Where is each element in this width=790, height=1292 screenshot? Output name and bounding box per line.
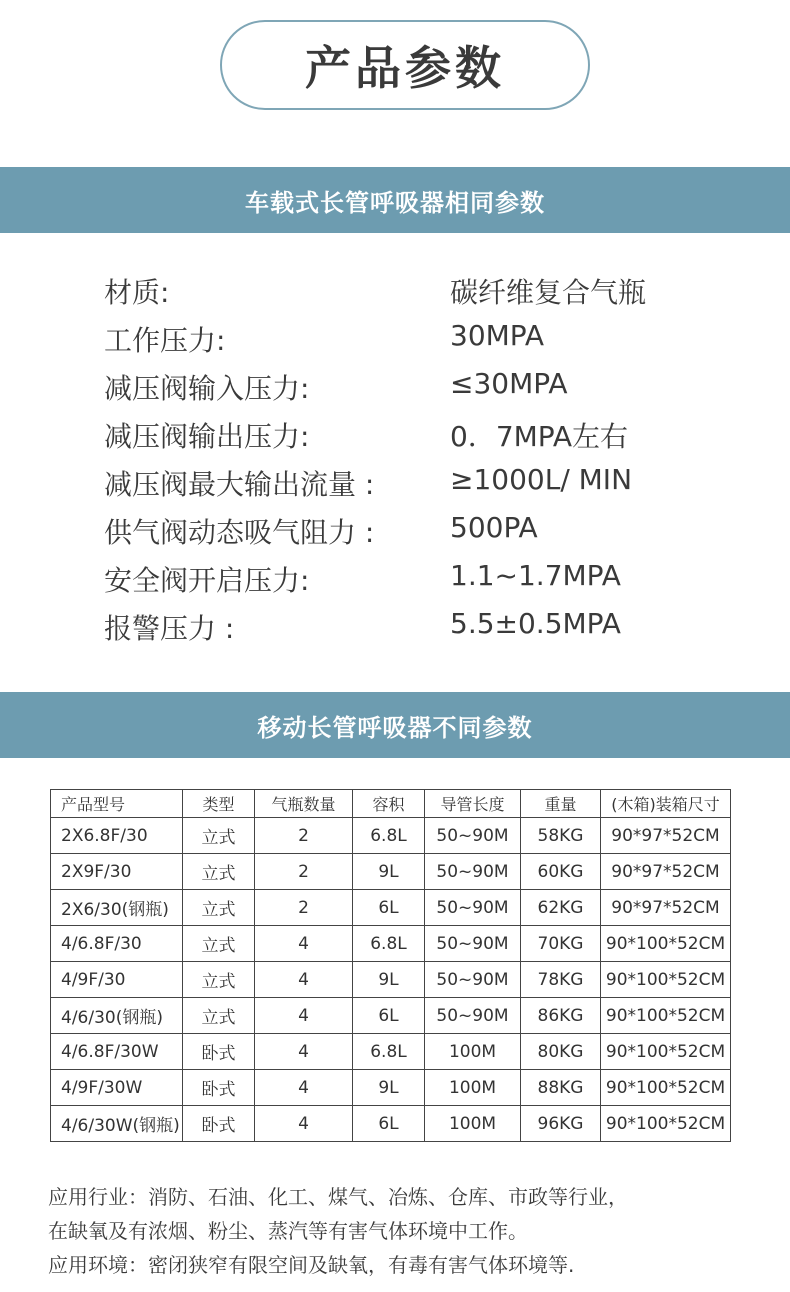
cell-volume: 6.8L [353,926,425,962]
col-header-volume: 容积 [353,790,425,818]
cell-cylinders: 4 [255,1034,353,1070]
col-header-type: 类型 [183,790,255,818]
table-row [51,998,731,1034]
cell-type: 立式 [183,926,255,962]
cell-hose-length: 100M [425,1106,521,1142]
col-header-weight: 重量 [521,790,601,818]
cell-volume: 9L [353,854,425,890]
cell-box-size: 90*97*52CM [601,818,731,854]
cell-volume: 6L [353,1106,425,1142]
cell-weight: 96KG [521,1106,601,1142]
table-row [51,1070,731,1106]
cell-model: 4/6/30(钢瓶) [51,998,183,1034]
cell-model: 4/6/30W(钢瓶) [51,1106,183,1142]
spec-row [0,601,790,649]
params-table [50,789,731,1142]
spec-label: 减压阀输入压力: [104,372,310,405]
cell-cylinders: 2 [255,818,353,854]
cell-cylinders: 4 [255,962,353,998]
col-header-cylinders: 气瓶数量 [255,790,353,818]
cell-cylinders: 4 [255,998,353,1034]
table-header-row [51,790,731,818]
spec-value: ≥1000L/ MIN [450,463,633,496]
cell-box-size: 90*100*52CM [601,962,731,998]
cell-model: 2X9F/30 [51,854,183,890]
table-row [51,854,731,890]
cell-model: 4/9F/30W [51,1070,183,1106]
cell-cylinders: 4 [255,926,353,962]
cell-volume: 9L [353,962,425,998]
cell-volume: 6.8L [353,1034,425,1070]
spec-label: 减压阀输出压力: [104,420,310,453]
cell-weight: 80KG [521,1034,601,1070]
spec-row [0,409,790,457]
cell-type: 立式 [183,998,255,1034]
table-row [51,1106,731,1142]
common-params-list [0,265,790,649]
cell-box-size: 90*100*52CM [601,998,731,1034]
table-row [51,962,731,998]
spec-row [0,505,790,553]
cell-cylinders: 2 [255,890,353,926]
cell-cylinders: 4 [255,1070,353,1106]
spec-label: 减压阀最大输出流量 : [104,468,375,501]
cell-hose-length: 50~90M [425,818,521,854]
cell-volume: 6.8L [353,818,425,854]
spec-value: 碳纤维复合气瓶 [450,276,647,309]
cell-cylinders: 4 [255,1106,353,1142]
cell-hose-length: 50~90M [425,998,521,1034]
cell-volume: 6L [353,890,425,926]
industry-text-line2: 在缺氧及有浓烟、粉尘、蒸汽等有害气体环境中工作。 [48,1219,528,1243]
cell-type: 立式 [183,854,255,890]
spec-row [0,457,790,505]
spec-value: 0．7MPA左右 [450,420,629,453]
cell-type: 立式 [183,818,255,854]
cell-box-size: 90*97*52CM [601,854,731,890]
cell-type: 卧式 [183,1106,255,1142]
spec-row [0,361,790,409]
spec-label: 工作压力: [104,324,226,357]
col-header-box-size: (木箱)装箱尺寸 [601,790,731,818]
cell-hose-length: 50~90M [425,890,521,926]
spec-value: 1.1~1.7MPA [450,559,621,592]
cell-hose-length: 100M [425,1070,521,1106]
table-row [51,926,731,962]
page-title: 产品参数 [220,20,590,110]
cell-model: 4/6.8F/30 [51,926,183,962]
diff-params-header: 移动长管呼吸器不同参数 [0,692,790,758]
cell-box-size: 90*100*52CM [601,1106,731,1142]
cell-weight: 78KG [521,962,601,998]
spec-row [0,265,790,313]
cell-type: 立式 [183,962,255,998]
cell-hose-length: 50~90M [425,962,521,998]
cell-hose-length: 100M [425,1034,521,1070]
cell-weight: 88KG [521,1070,601,1106]
table-row [51,1034,731,1070]
cell-hose-length: 50~90M [425,926,521,962]
cell-volume: 6L [353,998,425,1034]
spec-label: 报警压力 : [104,612,235,645]
cell-weight: 62KG [521,890,601,926]
cell-model: 2X6.8F/30 [51,818,183,854]
cell-type: 卧式 [183,1070,255,1106]
cell-weight: 70KG [521,926,601,962]
table-row [51,890,731,926]
spec-row [0,313,790,361]
cell-box-size: 90*97*52CM [601,890,731,926]
common-params-header: 车载式长管呼吸器相同参数 [0,167,790,233]
environment-text: 应用环境：密闭狭窄有限空间及缺氧，有毒有害气体环境等. [48,1253,575,1277]
cell-volume: 9L [353,1070,425,1106]
spec-value: ≤30MPA [450,367,568,400]
col-header-hose-length: 导管长度 [425,790,521,818]
spec-label: 材质: [104,276,170,309]
application-notes [48,1180,748,1282]
cell-weight: 60KG [521,854,601,890]
cell-cylinders: 2 [255,854,353,890]
cell-box-size: 90*100*52CM [601,926,731,962]
cell-type: 立式 [183,890,255,926]
cell-type: 卧式 [183,1034,255,1070]
spec-label: 供气阀动态吸气阻力 : [104,516,375,549]
spec-row [0,553,790,601]
cell-model: 4/9F/30 [51,962,183,998]
cell-model: 4/6.8F/30W [51,1034,183,1070]
cell-model: 2X6/30(钢瓶) [51,890,183,926]
table-row [51,818,731,854]
spec-value: 30MPA [450,319,545,352]
spec-value: 500PA [450,511,538,544]
cell-weight: 86KG [521,998,601,1034]
industry-text-line1: 应用行业：消防、石油、化工、煤气、冶炼、仓库、市政等行业， [48,1185,628,1209]
col-header-model: 产品型号 [51,790,183,818]
cell-box-size: 90*100*52CM [601,1070,731,1106]
cell-weight: 58KG [521,818,601,854]
cell-box-size: 90*100*52CM [601,1034,731,1070]
spec-value: 5.5±0.5MPA [450,607,621,640]
cell-hose-length: 50~90M [425,854,521,890]
spec-label: 安全阀开启压力: [104,564,310,597]
